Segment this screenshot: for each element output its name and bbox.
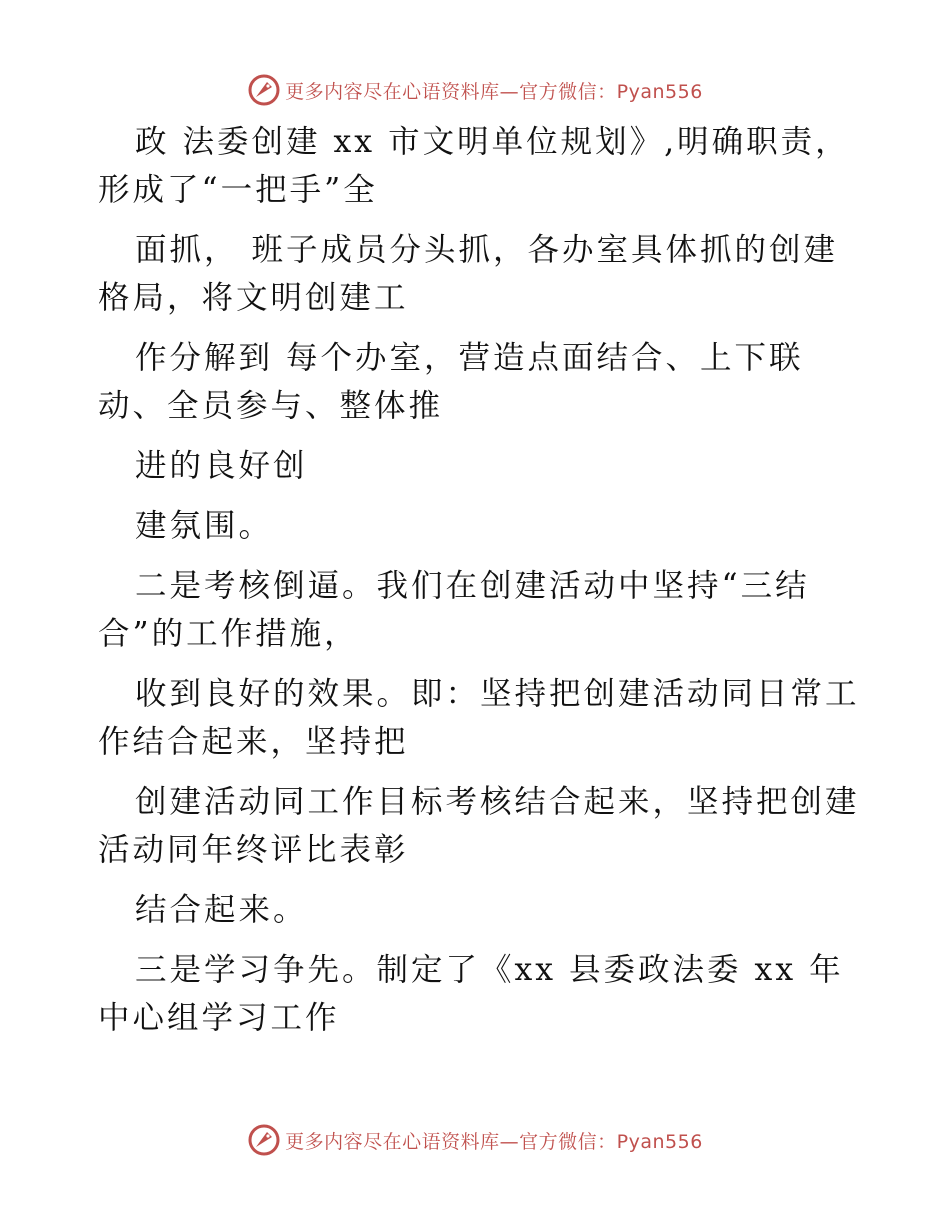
text-line: 活动同年终评比表彰: [98, 832, 409, 868]
text-line: 二是考核倒逼。我们在创建活动中坚持“三结: [135, 568, 810, 604]
text-line: 创建活动同工作目标考核结合起来，坚持把创建: [135, 784, 860, 820]
footer-banner: [0, 1120, 950, 1160]
text-line: 合”的工作措施，: [98, 616, 359, 652]
text-line: 作分解到 每个办室，营造点面结合、上下联: [135, 340, 804, 376]
text-line: 进的良好创: [135, 448, 308, 484]
text-line: 动、全员参与、整体推: [98, 388, 444, 424]
text-line: 形成了“一把手”全: [98, 172, 378, 208]
text-line: 政 法委创建 xx 市文明单位规划》,明确职责，: [135, 124, 850, 160]
pen-nib-logo-icon: [247, 1123, 281, 1157]
text-line: 作结合起来，坚持把: [98, 724, 409, 760]
header-banner: [0, 70, 950, 110]
text-line: 格局，将文明创建工: [98, 280, 409, 316]
text-line: 收到良好的效果。即：坚持把创建活动同日常工: [135, 676, 860, 712]
text-line: 中心组学习工作: [98, 1000, 340, 1036]
text-line: 建氛围。: [135, 508, 274, 544]
document-body: [98, 118, 858, 1042]
text-line: 三是学习争先。制定了《xx 县委政法委 xx 年: [135, 952, 844, 988]
text-line: 结合起来。: [135, 892, 308, 928]
text-line: 面抓， 班子成员分头抓，各办室具体抓的创建: [135, 232, 839, 268]
header-banner-text: 更多内容尽在心语资料库—官方微信：Pyan556: [285, 80, 703, 103]
pen-nib-logo-icon: [247, 73, 281, 107]
footer-banner-text: 更多内容尽在心语资料库—官方微信：Pyan556: [285, 1130, 703, 1153]
